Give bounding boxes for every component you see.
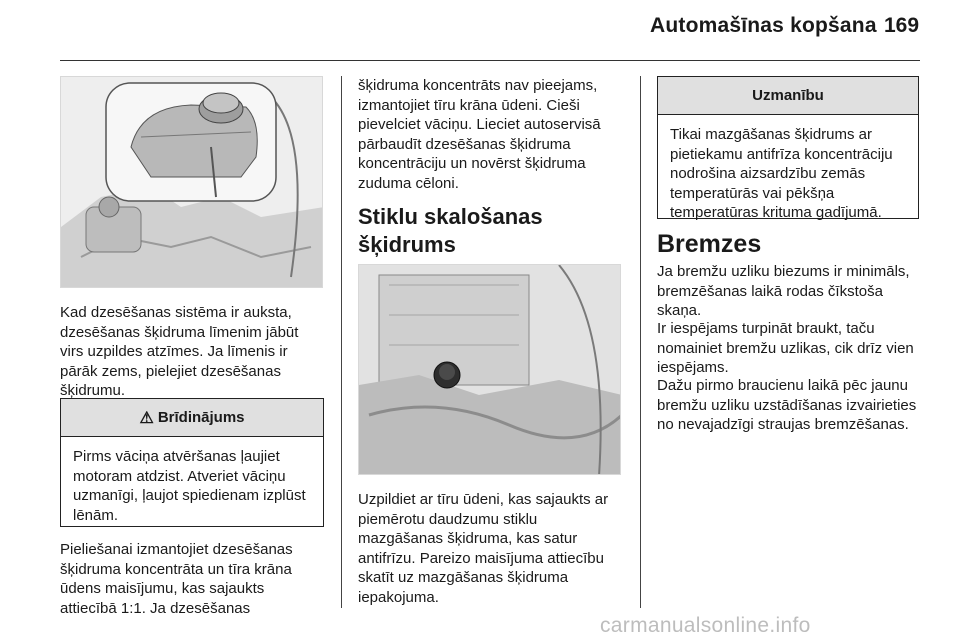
warning-box-title: Brīdinājums (157, 409, 245, 426)
washer-reservoir-illustration (358, 264, 621, 475)
washer-reservoir-drawing (359, 265, 621, 475)
brakes-paragraph-1: Ja bremžu uzliku biezums ir minimāls, bremzēšanas laikā rodas čīkstoša skaņa. (657, 263, 910, 319)
washer-fluid-paragraph: Uzpildiet ar tīru ūdeni, kas sajaukts ar piemērotu daudzumu stiklu mazgāšanas šķidruma, kas satur antifrīzu. Pareizo maisījuma attiecību skatīt uz mazgāšanas šķidruma iepakojuma. (358, 491, 609, 606)
column-divider-2 (640, 76, 641, 608)
washer-fluid-heading: Stiklu skalošanas šķidrums (358, 204, 543, 257)
column-divider-1 (341, 76, 342, 608)
coolant-concentrate-paragraph: šķidruma koncentrāts nav pieejams, izmantojiet tīru krāna ūdeni. Cieši pievelciet vāciņu. Lieciet autoservisā pārbaudīt dzesēšanas šķidruma koncentrāciju un novērst šķidruma zuduma cēloni. (358, 77, 601, 192)
warning-triangle-icon: ⚠ (139, 409, 154, 427)
notice-box (657, 76, 919, 219)
warning-box (60, 398, 324, 527)
header-rule (60, 60, 920, 61)
brakes-paragraph-3: Dažu pirmo braucienu laikā pēc jaunu bremžu uzliku uzstādīšanas izvairieties no nevajadzīgi straujas bremzēšanas. (657, 377, 917, 433)
coolant-reservoir-illustration (60, 76, 323, 288)
notice-box-text: Tikai mazgāšanas šķidrums ar pietiekamu antifrīza koncentrāciju nodrošina aizsardzību zemās temperatūrās vai pēkšņa temperatūras krituma gadījumā. (670, 126, 893, 221)
watermark: carmanualsonline.info (600, 614, 811, 637)
coolant-reservoir-drawing (61, 77, 323, 288)
warning-box-header (61, 399, 323, 437)
coolant-level-paragraph: Kad dzesēšanas sistēma ir auksta, dzesēšanas šķidruma līmenim jābūt virs uzpildes atzīmes. Ja līmenis ir pārāk zems, pielejiet dzesēšanas šķidrumu. (60, 304, 299, 399)
brakes-paragraph-2: Ir iespējams turpināt braukt, taču nomainiet bremžu uzlikas, cik drīz vien iespējams. (657, 320, 914, 376)
warning-box-text: Pirms vāciņa atvēršanas ļaujiet motoram atdzist. Atveriet vāciņu uzmanīgi, ļaujot spiedienam izplūst lēnām. (73, 448, 306, 524)
page-number: 169 (884, 14, 920, 37)
page-header-title: Automašīnas kopšana (650, 14, 877, 37)
notice-box-header (658, 77, 918, 115)
coolant-mix-paragraph: Pieliešanai izmantojiet dzesēšanas šķidruma koncentrāta un tīra krāna ūdens maisījumu, kas sajaukts attiecībā 1:1. Ja dzesēšanas (60, 541, 293, 617)
notice-box-title: Uzmanību (752, 87, 824, 104)
brakes-heading: Bremzes (657, 230, 762, 258)
